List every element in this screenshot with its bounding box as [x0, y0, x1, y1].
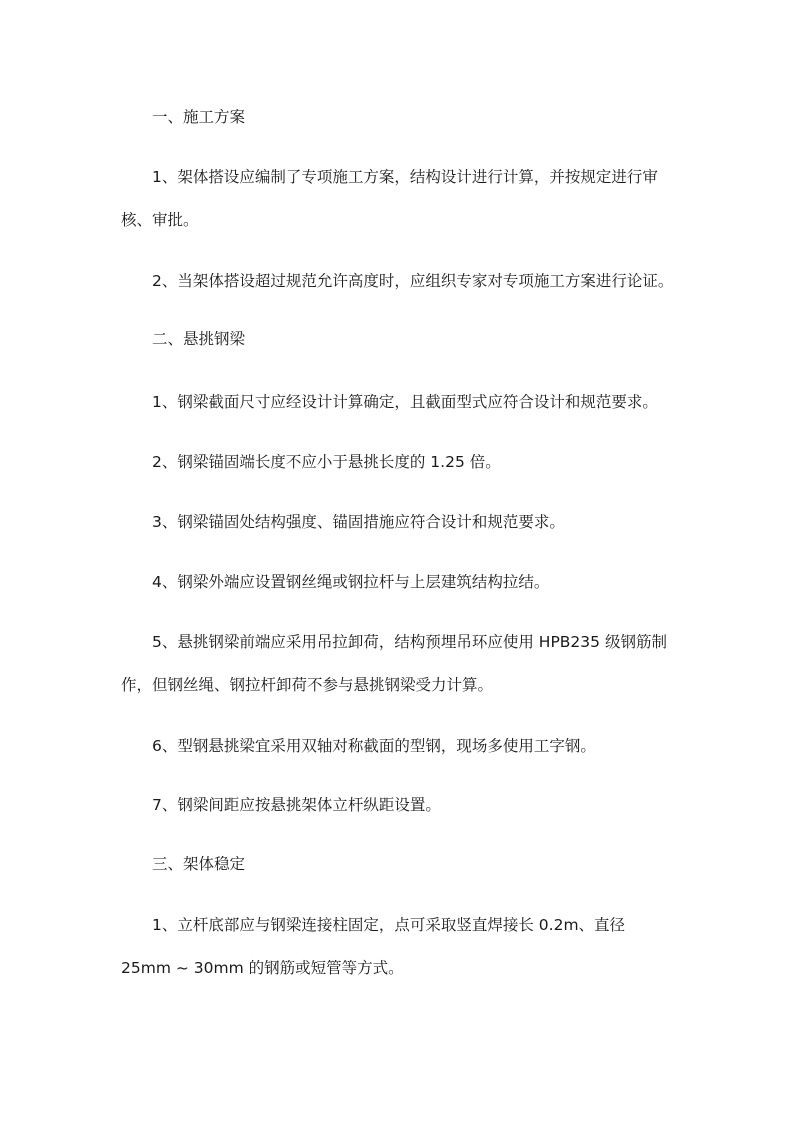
paragraph-line: 3、钢梁锚固处结构强度、锚固措施应符合设计和规范要求。: [152, 513, 565, 531]
section-heading-frame-stability: 三、架体稳定: [152, 855, 246, 873]
paragraph-line: 25mm ~ 30mm 的钢筋或短管等方式。: [121, 959, 404, 977]
section-heading-cantilever-beam: 二、悬挑钢梁: [152, 330, 246, 348]
paragraph-line: 2、钢梁锚固端长度不应小于悬挑长度的 1.25 倍。: [152, 453, 501, 471]
paragraph-line: 4、钢梁外端应设置钢丝绳或钢拉杆与上层建筑结构拉结。: [152, 573, 550, 591]
paragraph-line: 核、审批。: [121, 211, 199, 229]
paragraph-line: 1、架体搭设应编制了专项施工方案，结构设计进行计算，并按规定进行审: [152, 168, 658, 186]
paragraph-line: 1、立杆底部应与钢梁连接柱固定，点可采取竖直焊接长 0.2m、直径: [152, 916, 626, 934]
paragraph-line: 5、悬挑钢梁前端应采用吊拉卸荷，结构预埋吊环应使用 HPB235 级钢筋制: [152, 633, 667, 651]
paragraph-line: 7、钢梁间距应按悬挑架体立杆纵距设置。: [152, 796, 441, 814]
paragraph-line: 6、型钢悬挑梁宜采用双轴对称截面的型钢，现场多使用工字钢。: [152, 737, 596, 755]
paragraph-line: 1、钢梁截面尺寸应经设计计算确定，且截面型式应符合设计和规范要求。: [152, 393, 658, 411]
paragraph-line: 作，但钢丝绳、钢拉杆卸荷不参与悬挑钢梁受力计算。: [121, 676, 494, 694]
section-heading-construction-plan: 一、施工方案: [152, 108, 246, 126]
paragraph-line: 2、当架体搭设超过规范允许高度时，应组织专家对专项施工方案进行论证。: [152, 272, 674, 290]
